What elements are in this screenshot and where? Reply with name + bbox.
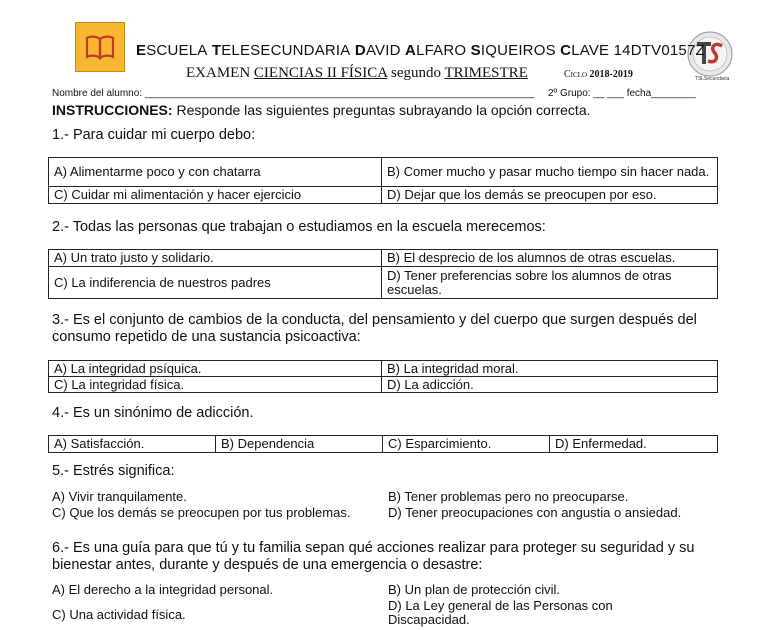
q4-option-a[interactable]: A) Satisfacción. — [49, 436, 216, 453]
question-1-options — [48, 157, 718, 204]
question-2: 2.- Todas las personas que trabajan o estudiamos en la escuela merecemos: — [52, 219, 546, 235]
q1-option-a[interactable]: A) Alimentarme poco y con chatarra — [49, 158, 382, 187]
instructions: INSTRUCCIONES: Responde las siguientes preguntas subrayando la opción correcta. — [52, 102, 591, 118]
question-3-options — [48, 360, 718, 393]
book-icon — [85, 34, 115, 60]
exam-title: EXAMEN CIENCIAS II FÍSICA segundo TRIMESTRE — [186, 65, 528, 81]
q2-option-b[interactable]: B) El desprecio de los alumnos de otras escuelas. — [382, 250, 718, 267]
q4-option-d[interactable]: D) Enfermedad. — [550, 436, 718, 453]
q1-option-b[interactable]: B) Comer mucho y pasar mucho tiempo sin hacer nada. — [382, 158, 718, 187]
question-6: 6.- Es una guía para que tú y tu familia sepan qué acciones realizar para proteger su seguridad y su bienestar antes, durante y después de una emergencia o desastre: — [52, 540, 695, 573]
question-3: 3.- Es el conjunto de cambios de la conducta, del pensamiento y del cuerpo que surgen después del consumo repetido de una sustancia psicoactiva: — [52, 312, 697, 345]
student-name-field[interactable]: Nombre del alumno: ______________________________________________________________________ — [52, 88, 535, 99]
q6-option-a[interactable]: A) El derecho a la integridad personal. — [52, 582, 274, 597]
q1-option-c[interactable]: C) Cuidar mi alimentación y hacer ejercicio — [49, 187, 382, 204]
school-cycle: Ciclo 2018-2019 — [564, 69, 633, 80]
question-2-options — [48, 249, 718, 299]
q1-option-d[interactable]: D) Dejar que los demás se preocupen por eso. — [382, 187, 718, 204]
question-4-options — [48, 435, 718, 453]
q2-option-d[interactable]: D) Tener preferencias sobre los alumnos de otras escuelas. — [382, 267, 718, 299]
q4-option-c[interactable]: C) Esparcimiento. — [383, 436, 550, 453]
group-date-field[interactable]: 2º Grupo: __ ___ fecha________ — [548, 88, 696, 99]
seal-caption: TSLSecundaria — [694, 76, 730, 82]
q5-option-c[interactable]: C) Que los demás se preocupen por tus problemas. — [52, 505, 351, 520]
question-5: 5.- Estrés significa: — [52, 463, 175, 479]
school-name: ESCUELA TELESECUNDARIA DAVID ALFARO SIQUEIROS CLAVE 14DTV0157Z — [136, 42, 705, 59]
q3-option-b[interactable]: B) La integridad moral. — [382, 361, 718, 377]
q6-option-b[interactable]: B) Un plan de protección civil. — [388, 582, 560, 597]
q2-option-c[interactable]: C) La indiferencia de nuestros padres — [49, 267, 382, 299]
question-4: 4.- Es un sinónimo de adicción. — [52, 405, 254, 421]
q5-option-d[interactable]: D) Tener preocupaciones con angustia o ansiedad. — [388, 505, 682, 520]
q3-option-c[interactable]: C) La integridad física. — [49, 377, 382, 393]
question-1: 1.- Para cuidar mi cuerpo debo: — [52, 127, 256, 143]
q6-option-d[interactable]: D) La Ley general de las Personas con Discapacidad. — [388, 598, 613, 627]
q6-option-c[interactable]: C) Una actividad física. — [52, 607, 186, 622]
book-logo — [75, 22, 125, 72]
q5-option-b[interactable]: B) Tener problemas pero no preocuparse. — [388, 489, 629, 504]
q2-option-a[interactable]: A) Un trato justo y solidario. — [49, 250, 382, 267]
q3-option-d[interactable]: D) La adicción. — [382, 377, 718, 393]
q4-option-b[interactable]: B) Dependencia — [216, 436, 383, 453]
q5-option-a[interactable]: A) Vivir tranquilamente. — [52, 489, 187, 504]
q3-option-a[interactable]: A) La integridad psíquica. — [49, 361, 382, 377]
